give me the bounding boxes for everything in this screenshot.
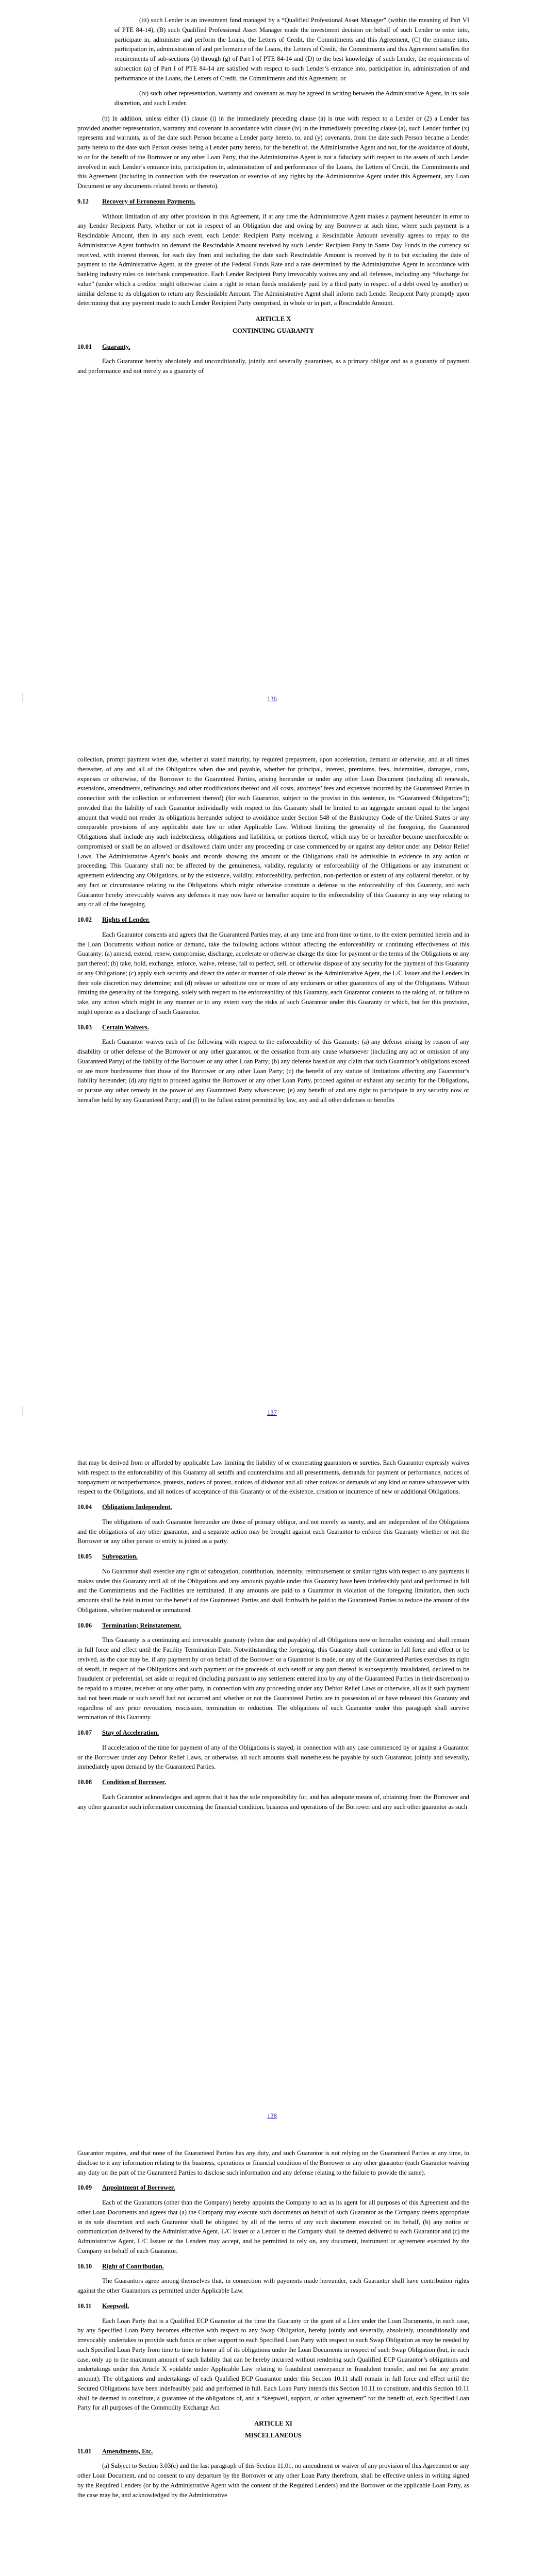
section-number: 9.12: [77, 197, 89, 205]
section-number: 10.02: [77, 916, 92, 923]
page-body: [77, 755, 469, 1111]
section-title: Right of Contribution.: [102, 2262, 164, 2270]
section-number: 10.01: [77, 343, 92, 350]
section-heading: [77, 2262, 469, 2272]
clause-iii: (iii) such Lender is an investment fund managed by a “Qualified Professional Asset Manager” (within the meaning of Part VI of PTE 84-14), (B) such Qualified Professional Asset Manager made the investment decision on behalf of such Lender to enter into, participate in, administer and perform the Loans, the Letters of Credit, the Commitments and this Agreement, (C) the entrance into, participation in, administration of and performance of the Loans, the Letters of Credit, the Commitments and this Agreement satisfies the requirements of sub-sections (b) through (g) of Part I of PTE 84-14 and (D) to the best knowledge of such Lender, the requirements of subsection (a) of Part I of PTE 84-14 are satisfied with respect to such Lender’s entrance into, participation in, administration of and performance of the Loans, the Letters of Credit, the Commitments and this Agreement, or: [114, 16, 469, 82]
section-heading: [77, 915, 469, 925]
paragraph: Each Guarantor consents and agrees that the Guaranteed Parties may, at any time and from time to time, to the extent permitted herein and in the Loan Documents without notice or demand, take the following actions without affecting the enforceability or continuing effectiveness of this Guaranty: (a) amend, extend, renew, compromise, discharge, accelerate or otherwise change the time for payment or the terms of the Obligations or any part thereof; (b) take, hold, exchange, enforce, waive, release, fail to perfect, sell, or otherwise dispose of any security for the payment of this Guaranty or any Obligations; (c) apply such security and direct the order or manner of sale thereof as the Administrative Agent, the L/C Issuer and the Lenders in their sole discretion may determine; and (d) release or substitute one or more of any endorsers or other guarantors of any of the Obligations. Without limiting the generality of the foregoing, solely with respect to the enforceability of this Guaranty, each Guarantor consents to the taking of, or failure to take, any action which might in any manner or to any extent vary the risks of such Guarantor under this Guaranty or which, but for this provision, might operate as a discharge of such Guarantor.: [77, 930, 469, 1015]
section-number: 11.01: [77, 2447, 92, 2455]
paragraph: (a) Subject to Section 3.03(c) and the last paragraph of this Section 11.01, no amendment or waiver of any provision of this Agreement or any other Loan Document, and no consent to any departure by the Borrower or any other Loan Party therefrom, shall be effective unless in writing signed by the Required Lenders (or by the Administrative Agent with the consent of the Required Lenders) and the Borrower or the applicable Loan Party, as the case may be, and acknowledged by the Administrative: [77, 2462, 469, 2499]
page-number-link[interactable]: 136: [267, 696, 277, 703]
clause-b: (b) In addition, unless either (1) clause (i) in the immediately preceding clause (a) is true with respect to a Lender or (2) a Lender has provided another representation, warranty and covenant in accordance with clause (iv) in the immediately preceding clause (a), such Lender further (x) represents and warrants, as of the date such Person became a Lender party hereto, to, and (y) covenants, from the date such Person became a Lender party hereto to the date such Person ceases being a Lender party hereto, for the benefit of, the Administrative Agent and not, for the avoidance of doubt, to or for the benefit of the Borrower or any other Loan Party, that the Administrative Agent is not a fiduciary with respect to the assets of such Lender involved in such Lender’s entrance into, participation in, administration of and performance of the Loans, the Letters of Credit, the Commitments and this Agreement (including in connection with the reservation or exercise of any rights by the Administrative Agent under this Agreement, any Loan Document or any documents related hereto or thereto).: [77, 114, 469, 190]
page-number-link[interactable]: 137: [267, 1409, 277, 1416]
article-title: CONTINUING GUARANTY: [233, 327, 314, 334]
paragraph: Guarantor requires, and that none of the Guaranteed Parties has any duty, and such Guarantor is not relying on the Guaranteed Parties at any time, to disclose to it any information relating to the business, operations or financial condition of the Borrower or any other guarantor (each Guarantor waiving any duty on the part of the Guaranteed Parties to disclose such information and any defense relating to the failure to provide the same).: [77, 2149, 469, 2176]
paragraph: Each of the Guarantors (other than the Company) hereby appoints the Company to act as its agent for all purposes of this Agreement and the other Loan Documents and agrees that (a) the Company may execute such documents on behalf of such Guarantor as the Company deems appropriate in its sole discretion and each Guarantor shall be obligated by all of the terms of any such document executed on its behalf, (b) any notice or communication delivered by the Administrative Agent, L/C Issuer or a Lender to the Company shall be deemed delivered to each Guarantor and (c) the Administrative Agent, L/C Issuer or the Lenders may accept, and be permitted to rely on, any document, instrument or agreement executed by the Company on behalf of each Guarantor.: [77, 2199, 469, 2255]
page-body: [77, 1458, 469, 1817]
paragraph: Each Guarantor waives each of the following with respect to the enforceability of this Guaranty: (a) any defense arising by reason of any disability or other defense of the Borrower or any other guarantor, or the cessation from any cause whatsoever (including any act or omission of any Guaranteed Party) of the liability of the Borrower or any other Loan Party; (b) any defense based on any claim that such Guarantor’s obligations exceed or are more burdensome than those of the Borrower or any other Loan Party; (c) the benefit of any statute of limitations affecting any Guarantor’s liability hereunder; (d) any right to proceed against the Borrower or any other Loan Party, proceed against or exhaust any security for the Obligations, or pursue any other remedy in the power of any Guaranteed Party whatsoever; (e) any benefit of and any right to participate in any security now or hereafter held by any Guaranteed Party; and (f) to the fullest extent permitted by law, any and all other defenses or benefits: [77, 1038, 469, 1104]
paragraph: No Guarantor shall exercise any right of subrogation, contribution, indemnity, reimbursement or similar rights with respect to any payments it makes under this Guaranty until all of the Obligations and any amounts payable under this Guaranty have been indefeasibly paid and performed in full and the Commitments and the Facilities are terminated. If any amounts are paid to a Guarantor in violation of the foregoing limitation, then such amounts shall be held in trust for the benefit of the Guaranteed Parties and shall forthwith be paid to the Guaranteed Parties to reduce the amount of the Obligations, whether matured or unmatured.: [77, 1567, 469, 1614]
section-number: 10.07: [77, 1729, 92, 1736]
article-heading: ARTICLE XI: [254, 2420, 292, 2427]
section-number: 10.05: [77, 1553, 92, 1560]
paragraph: Without limitation of any other provision in this Agreement, if at any time the Administrative Agent makes a payment hereunder in error to any Lender Recipient Party, whether or not in respect of an Obligation due and owing by any Borrower at such time, where such payment is a Rescindable Amount, then in any such event, each Lender Recipient Party receiving a Rescindable Amount severally agrees to repay to the Administrative Agent forthwith on demand the Rescindable Amount received by such Lender Recipient Party in Same Day Funds in the currency so received, with interest thereon, for each day from and including the date such Rescindable Amount is received by it to but excluding the date of payment to the Administrative Agent, at the greater of the Federal Funds Rate and a rate determined by the Administrative Agent in accordance with banking industry rules on interbank compensation. Each Lender Recipient Party irrevocably waives any and all defenses, including any “discharge for value” (under which a creditor might otherwise claim a right to retain funds mistakenly paid by a third party in respect of a debt owed by another) or similar defense to its obligation to return any Rescindable Amount. The Administrative Agent shall inform each Lender Recipient Party promptly upon determining that any payment made to such Lender Recipient Party comprised, in whole or in part, a Rescindable Amount.: [77, 212, 469, 307]
clause-iv: (iv) such other representation, warranty and covenant as may be agreed in writing between the Administrative Agent, in its sole discretion, and such Lender.: [114, 90, 469, 107]
section-heading: [77, 1621, 469, 1631]
section-title: Recovery of Erroneous Payments.: [102, 197, 195, 205]
paragraph: This Guaranty is a continuing and irrevocable guaranty (when due and payable) of all Obligations now or hereafter existing and shall remain in full force and effect until the Facility Termination Date. Notwithstanding the foregoing, this Guaranty shall continue in full force and effect or be revived, as the case may be, if any payment by or on behalf of the Borrower or a Guarantor is made, or any of the Guaranteed Parties exercises its right of setoff, in respect of the Obligations and such payment or the proceeds of such setoff or any part thereof is subsequently invalidated, declared to be fraudulent or preferential, set aside or required (including pursuant to any settlement entered into by any of the Guaranteed Parties in their discretion) to be repaid to a trustee, receiver or any other party, in connection with any proceeding under any Debtor Relief Laws or otherwise, all as if such payment had not been made or such setoff had not occurred and whether or not the Guaranteed Parties are in possession of or have released this Guaranty and regardless of any prior revocation, rescission, termination or reduction. The obligations of each Guarantor under this paragraph shall survive termination of this Guaranty.: [77, 1636, 469, 1721]
section-heading: [77, 1502, 469, 1512]
section-title: Termination; Reinstatement.: [102, 1621, 182, 1629]
section-heading: [77, 2301, 469, 2311]
article-heading: ARTICLE X: [255, 315, 291, 323]
section-title: Subrogation.: [102, 1553, 138, 1560]
section-number: 10.10: [77, 2262, 92, 2270]
section-heading: [77, 2447, 469, 2456]
section-title: Obligations Independent.: [102, 1503, 172, 1511]
article-title: MISCELLANEOUS: [245, 2431, 302, 2439]
section-heading: [77, 342, 469, 352]
paragraph: The Guarantors agree among themselves that, in connection with payments made hereunder, each Guarantor shall have contribution rights against the other Guarantors as permitted under Applicable Law.: [77, 2277, 469, 2294]
section-title: Condition of Borrower.: [102, 1778, 166, 1786]
section-title: Certain Waivers.: [102, 1023, 149, 1031]
section-heading: [77, 1728, 469, 1738]
section-number: 10.03: [77, 1023, 92, 1031]
section-number: 10.04: [77, 1503, 92, 1511]
section-title: Appointment of Borrower.: [102, 2184, 175, 2192]
section-heading: [77, 1023, 469, 1032]
section-number: 10.08: [77, 1778, 92, 1786]
page-body: [77, 15, 469, 382]
paragraph: that may be derived from or afforded by applicable Law limiting the liability of or exonerating guarantors or sureties. Each Guarantor expressly waives with respect to the enforceability of this Guaranty all setoffs and counterclaims and all presentments, demands for payment or performance, notices of nonpayment or nonperformance, protests, notices of protest, notices of dishonor and all other notices or demands of any kind or nature whatsoever with respect to the Obligations, and all notices of acceptance of this Guaranty or of the existence, creation or incurrence of new or additional Obligations.: [77, 1459, 469, 1496]
section-title: Stay of Acceleration.: [102, 1729, 159, 1736]
section-heading: [77, 2183, 469, 2193]
section-number: 10.09: [77, 2184, 92, 2192]
section-heading: [77, 1552, 469, 1562]
paragraph: If acceleration of the time for payment of any of the Obligations is stayed, in connection with any case commenced by or against a Guarantor or the Borrower under any Debtor Relief Laws, or otherwise, all such amounts shall nonetheless be payable by such Guarantor, jointly and severally, immediately upon demand by the Guaranteed Parties.: [77, 1743, 469, 1771]
paragraph: Each Loan Party that is a Qualified ECP Guarantor at the time the Guaranty or the grant of a Lien under the Loan Documents, in each case, by any Specified Loan Party becomes effective with respect to any Swap Obligation, hereby jointly and severally, absolutely, unconditionally and irrevocably undertakes to provide such funds or other support to each Specified Loan Party with respect to such Swap Obligation as may be needed by such Specified Loan Party from time to time to honor all of its obligations under the Loan Documents in respect of such Swap Obligation (but, in each case, only up to the maximum amount of such liability that can be hereby incurred without rendering such Qualified ECP Guarantor’s obligations and undertakings under this Article X voidable under Applicable Law relating to fraudulent conveyance or fraudulent transfer, and not for any greater amount). The obligations and undertakings of each Qualified ECP Guarantor under this Section 10.11 shall remain in full force and effect until the Secured Obligations have been indefeasibly paid and performed in full. Each Loan Party intends this Section 10.11 to constitute, and this Section 10.11 shall be deemed to constitute, a guarantee of the obligations of, and a “keepwell, support, or other agreement” for the benefit of, each Specified Loan Party for all purposes of the Commodity Exchange Act.: [77, 2317, 469, 2412]
page-number-link[interactable]: 138: [267, 2112, 277, 2120]
section-heading: [77, 197, 469, 207]
page-body: [77, 2148, 469, 2505]
section-title: Guaranty.: [102, 343, 130, 350]
paragraph: Each Guarantor acknowledges and agrees that it has the sole responsibility for, and has adequate means of, obtaining from the Borrower and any other guarantor such information concerning the financial condition, business and operations of the Borrower and any such other guarantor as such: [77, 1793, 469, 1810]
section-title: Rights of Lender.: [102, 916, 150, 923]
paragraph: The obligations of each Guarantor hereunder are those of primary obligor, and not merely as surety, and are independent of the Obligations and the obligations of any other guarantor, and a separate action may be brought against each Guarantor to enforce this Guaranty whether or not the Borrower or any other person or entity is joined as a party.: [77, 1518, 469, 1545]
section-title: Keepwell.: [102, 2302, 129, 2310]
section-heading: [77, 1777, 469, 1787]
section-number: 10.11: [77, 2302, 92, 2310]
section-number: 10.06: [77, 1621, 92, 1629]
section-title: Amendments, Etc.: [102, 2447, 153, 2455]
paragraph: collection, prompt payment when due, whether at stated maturity, by required prepayment, upon acceleration, demand or otherwise, and at all times thereafter, of any and all of the Obligations when due and payable, whether for principal, interest, premiums, fees, indemnities, damages, costs, expenses or otherwise, of the Borrower to the Guaranteed Parties, arising hereunder or under any other Loan Document (including all renewals, extensions, amendments, refinancings and other modifications thereof and all costs, attorneys’ fees and expenses incurred by the Guaranteed Parties in connection with the collection or enforcement thereof) (for each Guarantor, subject to the proviso in this sentence, its “Guaranteed Obligations”); provided that the liability of each Guarantor individually with respect to this Guaranty shall be limited to an aggregate amount equal to the largest amount that would not render its obligations hereunder subject to avoidance under Section 548 of the Bankruptcy Code of the United States or any comparable provisions of any applicable state law or other Applicable Law. Without limiting the generality of the foregoing, the Guaranteed Obligations shall include any such indebtedness, obligations and liabilities, or portions thereof, which may be or hereafter become unenforceable or compromised or shall be an allowed or disallowed claim under any proceeding or case commenced by or against any debtor under any Debtor Relief Laws. The Administrative Agent’s books and records showing the amount of the Obligations shall be admissible in evidence in any action or proceeding. This Guaranty shall not be affected by the genuineness, validity, regularity or enforceability of the Obligations or any instrument or agreement evidencing any Obligations, or by the existence, validity, enforceability, perfection, non-perfection or extent of any collateral therefor, or by any fact or circumstance relating to the Obligations which might otherwise constitute a defense to the enforceability of this Guaranty, and each Guarantor hereby irrevocably waives any defenses it may now have or hereafter acquire to the enforceability of this Guaranty in any way relating to any or all of the foregoing.: [77, 756, 469, 908]
paragraph: Each Guarantor hereby absolutely and unconditionally, jointly and severally guarantees, as a primary obligor and as a guaranty of payment and performance and not merely as a guaranty of: [77, 358, 469, 375]
